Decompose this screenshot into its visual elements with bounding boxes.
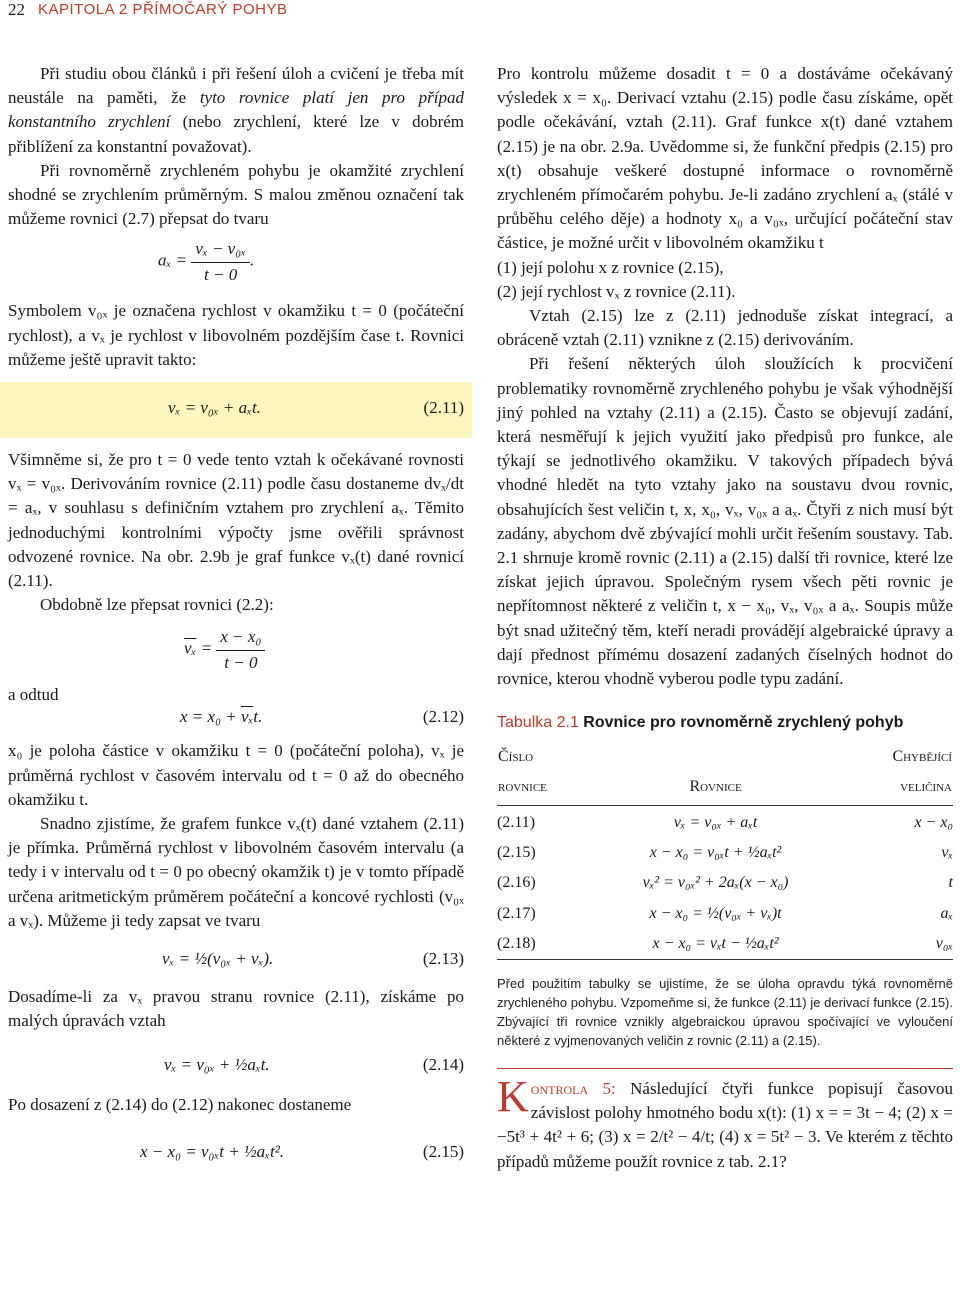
table-label: Tabulka 2.1 xyxy=(497,714,579,732)
table-title: Rovnice pro rovnoměrně zrychlený pohyb xyxy=(583,714,904,732)
equation-2-12-row xyxy=(8,685,464,739)
table-row: (2.18) x − x₀ = vₓt − ½aₓt² v₀ₓ xyxy=(497,934,953,952)
list-item: (1) její polohu x z rovnice (2.15), xyxy=(497,257,724,277)
kontrola-box xyxy=(497,1068,953,1174)
kontrola-text: Následující čtyři funkce popisují časovou závislost polohy hmotného bodu x(t): (1) x = = 3t − 4; (2) x = −5t³ + 4t² + 6; (3) x = 2/t² − 4/t; (4) x = 5t² − 3. Ve kterém z těchto případů můžeme použít rovnice z tab. 2.1? xyxy=(497,1078,953,1171)
equation-number: (2.12) xyxy=(422,707,464,727)
list-item: (2) její rychlost vₓ z rovnice (2.11). xyxy=(497,281,736,301)
kontrola-label: ontrola 5: xyxy=(530,1078,616,1098)
table-row: (2.15) x − x₀ = v₀ₓt + ½aₓt² vₓ xyxy=(497,844,953,862)
table-row: (2.11) vₓ = v₀ₓ + aₓt x − x₀ xyxy=(497,813,953,831)
table-header-cislo: Číslo xyxy=(498,748,534,766)
paragraph: Dosadíme-li za vₓ pravou stranu rovnice (2.11), získáme po malých úpravách vztah xyxy=(8,987,464,1031)
table-caption xyxy=(497,711,953,735)
equation-avg-velocity: $\overline{v_x}$ = $\frac{\text{x − x₀}}{t - 0}$ xyxy=(184,625,464,695)
paragraph: x₀ je poloha částice v okamžiku t = 0 (počáteční poloha), vₓ je průměrná rychlost v časovém intervalu od t = 0 až do obecného okamžiku t. xyxy=(8,741,464,809)
equation-2-13-row xyxy=(8,933,464,985)
table-row: (2.16) vₓ² = v₀ₓ² + 2aₓ(x − x₀) t xyxy=(497,874,953,892)
highlight-box xyxy=(0,382,472,438)
table-header-rovnice-sub: rovnice xyxy=(498,777,547,795)
kontrola-initial: K xyxy=(497,1071,529,1121)
equation-2-15: x − x₀ = v₀ₓt + ½aₓt². xyxy=(140,1141,285,1161)
table-header-chybejici: Chybějící xyxy=(892,748,952,766)
paragraph: Snadno zjistíme, že grafem funkce vₓ(t) dané vztahem (2.11) je přímka. Průměrná rychlost v libovolném časovém intervalu (a tedy i v intervalu od t = 0 po obecný okamžik t) je v tomto případě určena aritmetickým průměrem počáteční a koncové rychlosti (v₀ₓ a vₓ). Můžeme ji tedy zapsat ve tvaru xyxy=(8,814,464,930)
paragraph: Symbolem v₀ₓ je označena rychlost v okamžiku t = 0 (počáteční rychlost), a vₓ je rychlost v libovolném pozdějším čase t. Rovnici můžeme ještě upravit takto: xyxy=(8,301,464,369)
equation-2-15-row xyxy=(8,1118,464,1178)
right-column xyxy=(497,62,953,1174)
chapter-title: KAPITOLA 2 PŘÍMOČARÝ POHYB xyxy=(38,1,288,18)
page-number: 22 xyxy=(8,0,25,19)
equation-number: (2.13) xyxy=(422,949,464,969)
table-header-velicina: veličina xyxy=(900,777,952,795)
paragraph: Obdobně lze přepsat rovnici (2.2): xyxy=(40,595,274,615)
equation-2-14: vₓ = v₀ₓ + ½aₓt. xyxy=(164,1055,270,1075)
equation-number: (2.14) xyxy=(422,1055,464,1075)
equations-table xyxy=(497,735,953,961)
paragraph: Při rovnoměrně zrychleném pohybu je okamžité zrychlení shodné se zrychlením průměrným. S malou změnou označení tak můžeme rovnici (2.7) přepsat do tvaru xyxy=(8,160,464,229)
equation-ax: aₓ = $\frac{\text{vₓ − v₀ₓ}}{t - 0}$ . xyxy=(158,239,255,284)
equation-2-14-row xyxy=(8,1033,464,1093)
paragraph: Po dosazení z (2.14) do (2.12) nakonec dostaneme xyxy=(8,1095,352,1115)
paragraph: Všimněme si, že pro t = 0 vede tento vztah k očekávané rovnosti vₓ = v₀ₓ. Derivováním rovnice (2.11) podle času dostaneme dvₓ/dt = aₓ, v souhlasu s definičním vztahem pro zrychlení aₓ. Těmito jednoduchými kontrolními výpočty jsme ověřili správnost odvozené rovnice. Na obr. 2.9b je graf funkce vₓ(t) dané rovnicí (2.11). xyxy=(8,450,464,591)
paragraph: Vztah (2.15) lze z (2.11) jednoduše získat integrací, a obráceně vztah (2.11) vznikne z (2.15) derivováním. xyxy=(497,306,953,350)
left-column xyxy=(8,62,464,1178)
paragraph: Pro kontrolu můžeme dosadit t = 0 a dostáváme očekávaný výsledek x = x₀. Derivací vztahu (2.15) podle času získáme, opět podle očekávání, vztah (2.11). Graf funkce x(t) dané vztahem (2.15) je na obr. 2.9a. Uvědomme si, že funkční předpis (2.15) pro x(t) obsahuje veškeré dostupné informace o rovnoměrně zrychleném přímočarém pohybu. Je-li zadáno zrychlení aₓ (stálé v průběhu celého děje) a hodnoty x₀ a v₀ₓ, určující počáteční stav částice, je možné určit v libovolném okamžiku t xyxy=(497,64,953,253)
paragraph: Při studiu obou článků i při řešení úloh a cvičení je třeba mít neustále na paměti, že tyto rovnice platí jen pro případ konstantního zrychlení (nebo zrychlení, které lze v dobrém přiblížení za konstantní považovat). xyxy=(8,64,464,156)
table-note: Před použitím tabulky se ujistíme, že se úloha opravdu týká rovnoměrně zrychleného pohybu. Vzpomeňme si, že funkce (2.11) je derivací funkce (2.15). Zbývající tři rovnice vznikly algebraickou úpravou spočívající ve vyloučení některé z vyjmenovaných veličin z rovnic (2.11) a (2.15). xyxy=(497,975,953,1048)
equation-number: (2.15) xyxy=(422,1141,464,1161)
paragraph: Při řešení některých úloh sloužících k procvičení problematiky rovnoměrně zrychleného pohybu je však výhodnější jiný pohled na vztahy (2.11) a (2.15). Často se objevují zadání, která nesměřují k jejich využití jako předpisů pro funkce, ale týkají se jednotlivého okamžiku. V takových případech bývá vhodné hledět na tyto vztahy jako na soustavu dvou rovnic, obsahujících šest veličin t, x, x₀, vₓ, v₀ₓ a aₓ. Čtyři z nich musí být zadány, abychom dvě zbývající mohli určit řešením soustavy. Tab. 2.1 shrnuje kromě rovnic (2.11) a (2.15) další tři rovnice, které lze získat jejich úpravou. Společným rysem všech pěti rovnic je nepřítomnost některé z veličin t, x − x₀, vₓ, v₀ₓ a aₓ. Soupis může být snad užitečný těm, kteří neradi provádějí algebraické úpravy a dají přednost přímému dosazení zadaných číselných hodnot do rovnice, kterou vhodně vyberou podle typu zadání. xyxy=(497,354,953,689)
table-row: (2.17) x − x₀ = ½(v₀ₓ + vₓ)t aₓ xyxy=(497,904,953,922)
equation-2-13: vₓ = ½(v₀ₓ + vₓ). xyxy=(162,949,274,969)
text-a-odtud: a odtud xyxy=(8,685,59,705)
equation-number: (2.11) xyxy=(423,398,464,418)
equation-2-12: $x = x_0 + \overline{v_x}t$. xyxy=(180,707,263,727)
table-header-rovnice: Rovnice xyxy=(689,777,742,795)
equation-2-11: vₓ = v₀ₓ + aₓt. xyxy=(168,398,261,418)
